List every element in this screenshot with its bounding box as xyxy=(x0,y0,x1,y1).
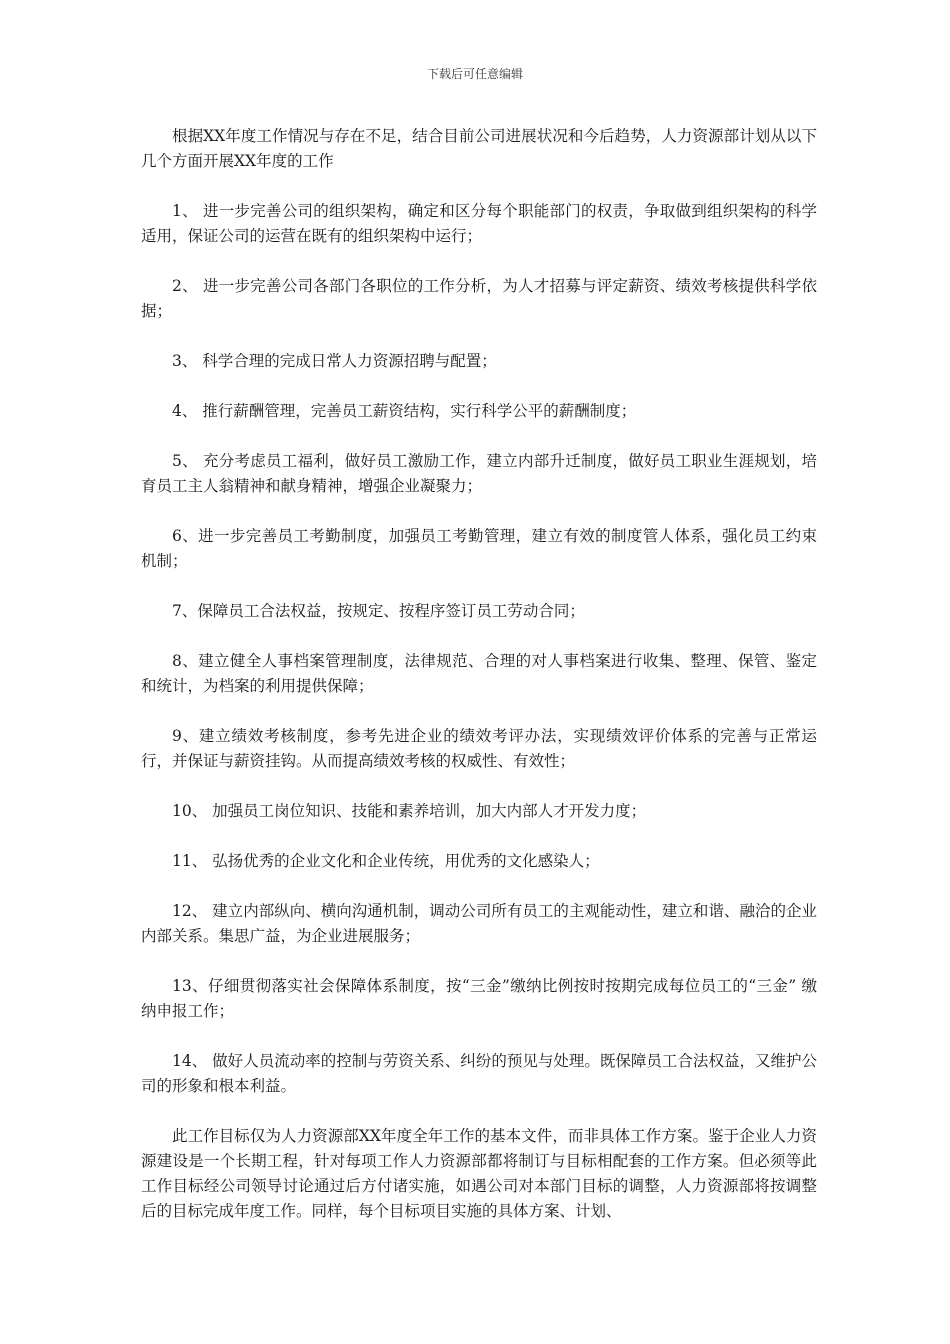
list-item-4: 4、 推行薪酬管理，完善员工薪资结构，实行科学公平的薪酬制度； xyxy=(172,402,637,420)
list-item-10: 10、 加强员工岗位知识、技能和素养培训，加大内部人才开发力度； xyxy=(172,802,647,820)
list-item-6: 6、进一步完善员工考勤制度，加强员工考勤管理，建立有效的制度管人体系，强化员工约束机制； xyxy=(141,527,817,570)
list-item-14: 14、 做好人员流动率的控制与劳资关系、纠纷的预见与处理。既保障员工合法权益，又维护公司的形象和根本利益。 xyxy=(141,1052,817,1095)
intro-paragraph: 根据XX年度工作情况与存在不足，结合目前公司进展状况和今后趋势，人力资源部计划从以下几个方面开展XX年度的工作 xyxy=(141,127,817,170)
list-item-3: 3、 科学合理的完成日常人力资源招聘与配置； xyxy=(172,352,497,370)
page-header: 下载后可任意编辑 xyxy=(426,67,523,81)
closing-paragraph: 此工作目标仅为人力资源部XX年度全年工作的基本文件，而非具体工作方案。鉴于企业人力资源建设是一个长期工程，针对每项工作人力资源部都将制订与目标相配套的工作方案。但必须等此工作目标经公司领导讨论通过后方付诸实施，如遇公司对本部门目标的调整，人力资源部将按调整后的目标完成年度工作。同样，每个目标项目实施的具体方案、计划、 xyxy=(141,1127,817,1220)
list-item-13: 13、仔细贯彻落实社会保障体系制度，按“三金”缴纳比例按时按期完成每位员工的“三金” 缴纳申报工作； xyxy=(141,977,817,1020)
list-item-12: 12、 建立内部纵向、横向沟通机制，调动公司所有员工的主观能动性，建立和谐、融洽的企业内部关系。集思广益，为企业进展服务； xyxy=(141,902,817,945)
list-item-7: 7、保障员工合法权益，按规定、按程序签订员工劳动合同； xyxy=(172,602,585,620)
list-item-2: 2、 进一步完善公司各部门各职位的工作分析，为人才招募与评定薪资、绩效考核提供科学依据； xyxy=(141,277,817,320)
list-item-9: 9、建立绩效考核制度，参考先进企业的绩效考评办法，实现绩效评价体系的完善与正常运行，并保证与薪资挂钩。从而提高绩效考核的权威性、有效性； xyxy=(141,727,817,770)
list-item-5: 5、 充分考虑员工福利，做好员工激励工作，建立内部升迁制度，做好员工职业生涯规划，培育员工主人翁精神和献身精神，增强企业凝聚力； xyxy=(141,452,817,495)
list-item-1: 1、 进一步完善公司的组织架构，确定和区分每个职能部门的权责，争取做到组织架构的科学适用，保证公司的运营在既有的组织架构中运行； xyxy=(141,202,817,245)
list-item-11: 11、 弘扬优秀的企业文化和企业传统，用优秀的文化感染人； xyxy=(172,852,600,870)
list-item-8: 8、建立健全人事档案管理制度，法律规范、合理的对人事档案进行收集、整理、保管、鉴定和统计，为档案的利用提供保障； xyxy=(141,652,817,695)
document-body xyxy=(141,124,817,1224)
